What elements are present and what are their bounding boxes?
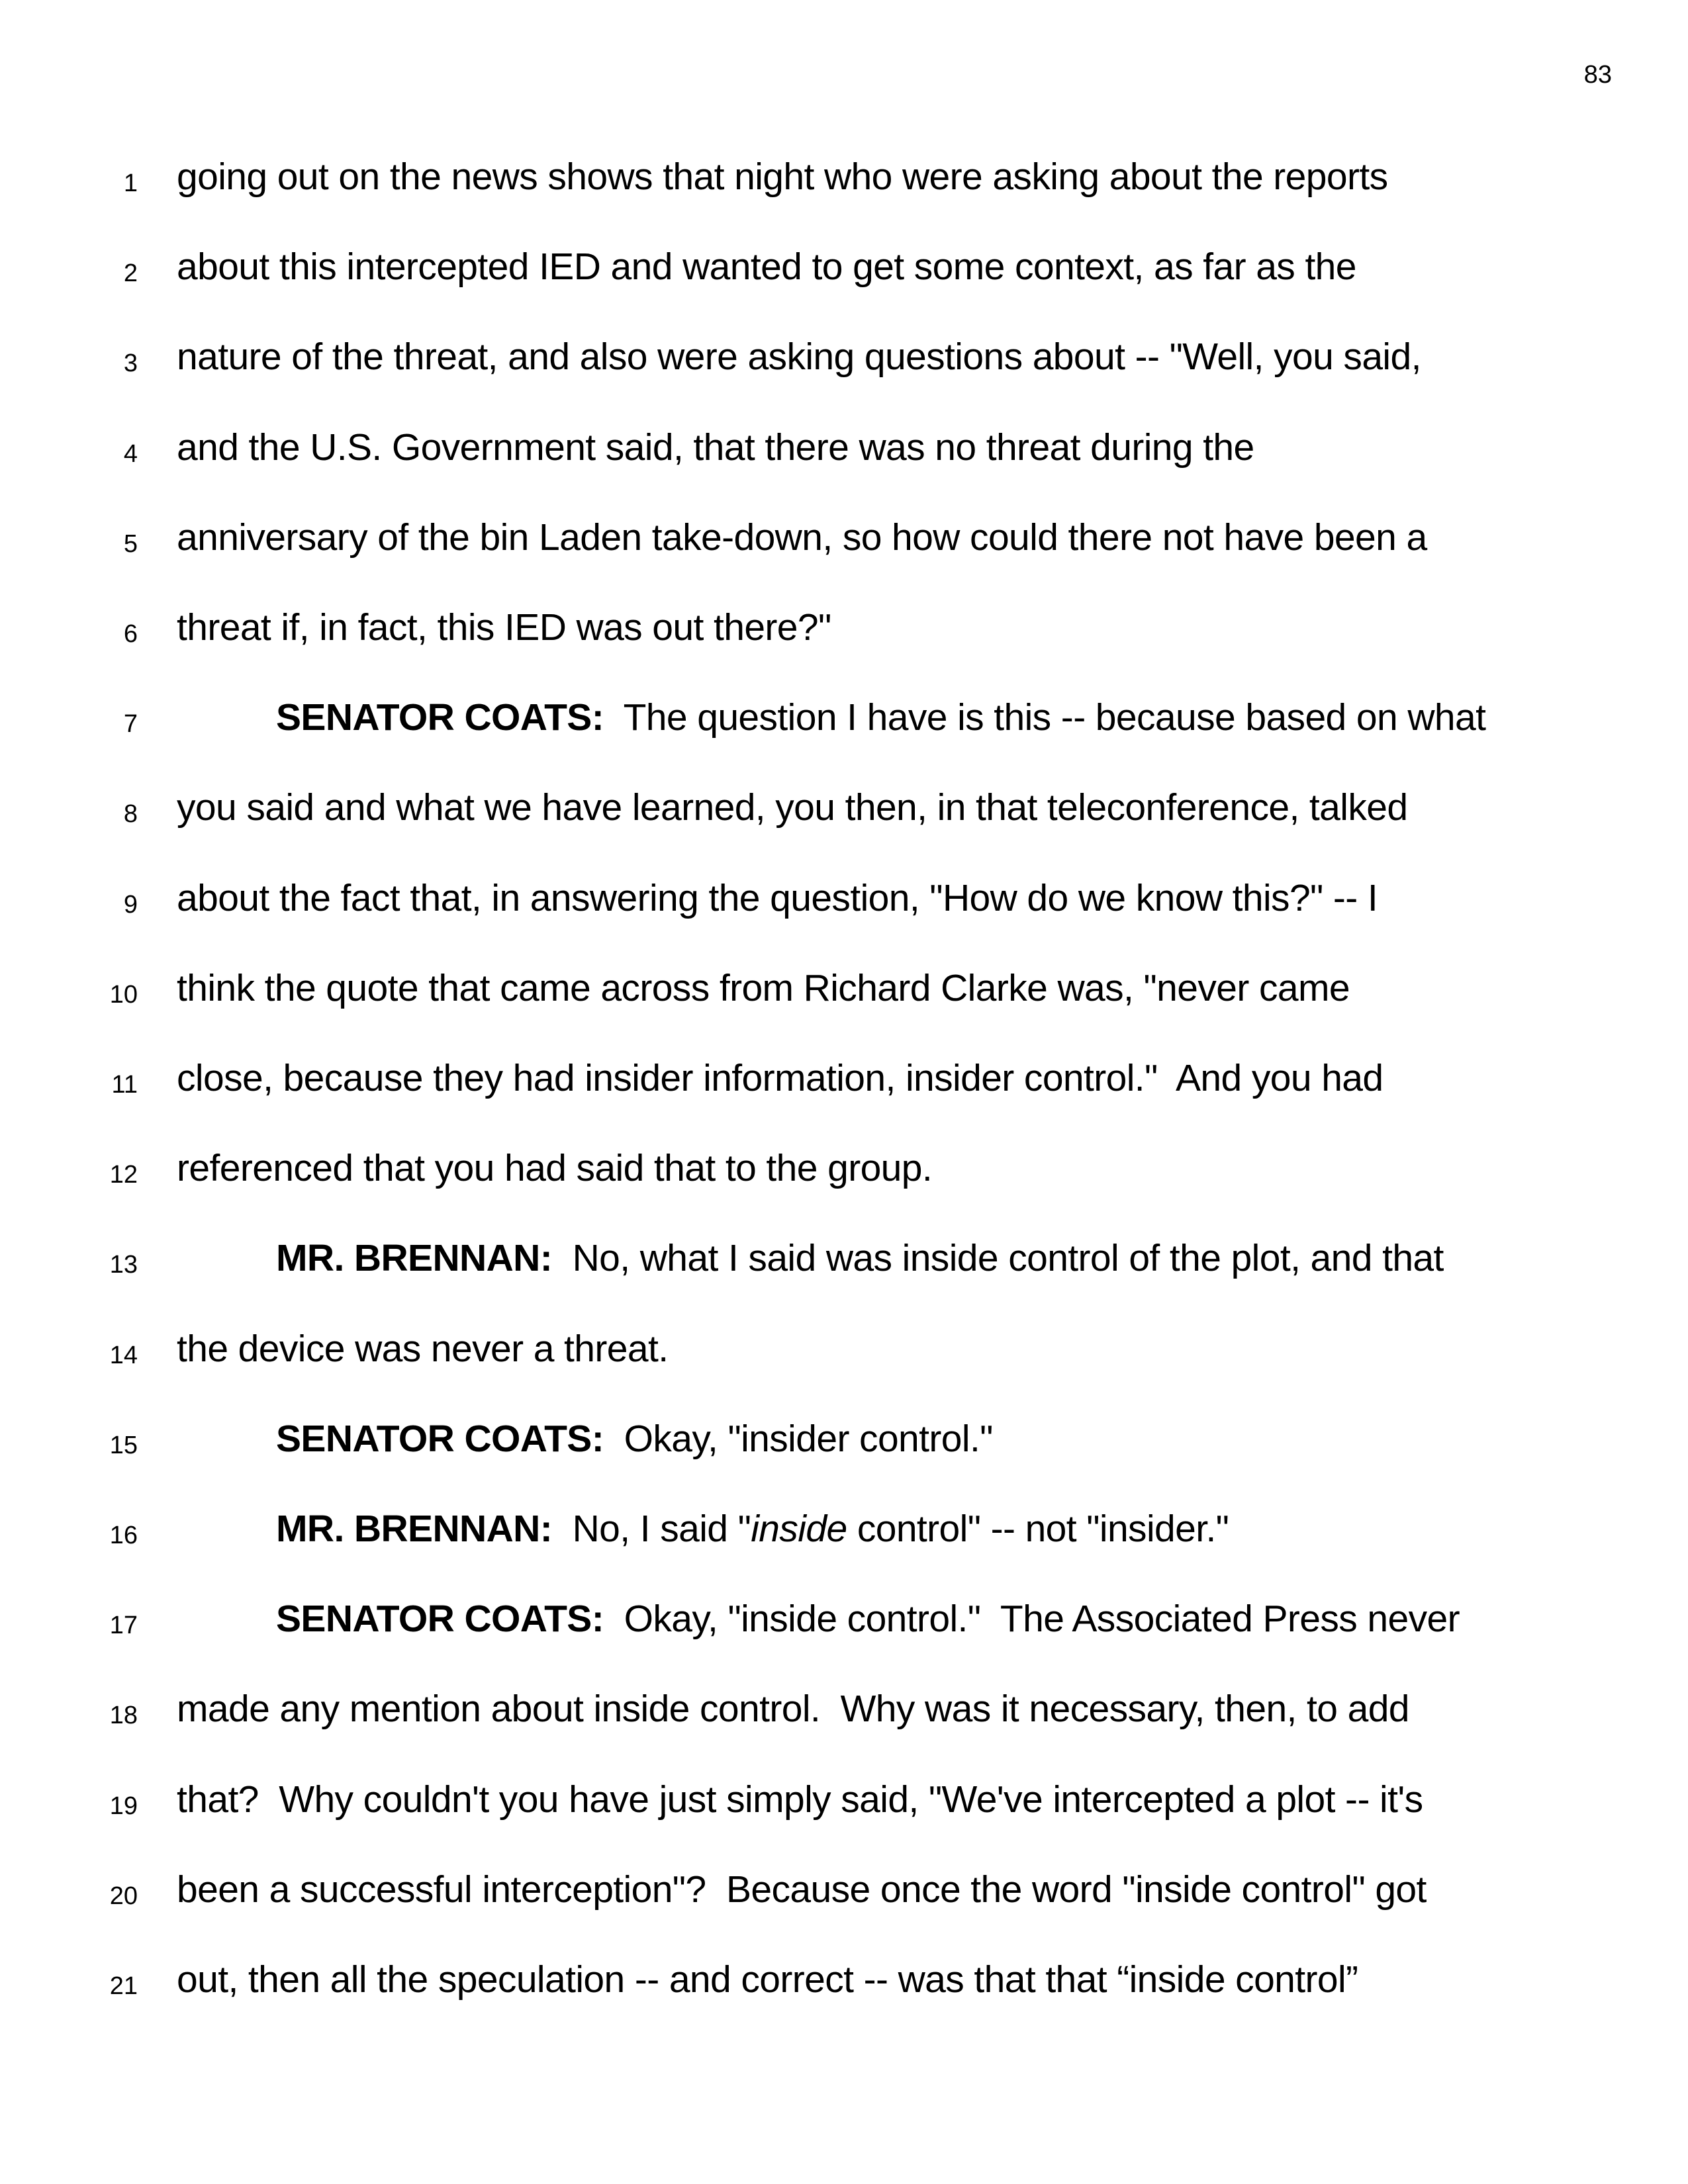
line-number: 12 bbox=[109, 1161, 138, 1189]
line-text bbox=[177, 786, 1408, 829]
line-number: 6 bbox=[123, 620, 138, 648]
text-segment: referenced that you had said that to the group. bbox=[177, 1147, 933, 1190]
line-number: 1 bbox=[123, 169, 138, 197]
line-number: 16 bbox=[109, 1522, 138, 1549]
line-text bbox=[276, 1598, 1460, 1641]
page-number: 83 bbox=[1583, 61, 1612, 89]
transcript-line bbox=[0, 1044, 1688, 1097]
text-segment: going out on the news shows that night who were asking about the reports bbox=[177, 156, 1388, 198]
line-number: 14 bbox=[109, 1341, 138, 1369]
transcript-line bbox=[0, 1495, 1688, 1548]
text-segment: and the U.S. Government said, that there was no threat during the bbox=[177, 426, 1254, 469]
line-text bbox=[177, 516, 1427, 559]
line-text bbox=[177, 426, 1254, 469]
line-text bbox=[177, 1958, 1358, 2001]
line-number: 18 bbox=[109, 1702, 138, 1730]
text-segment: Okay, "insider control." bbox=[604, 1417, 993, 1460]
line-text bbox=[177, 1147, 933, 1190]
line-text bbox=[177, 606, 831, 649]
transcript-line bbox=[0, 1134, 1688, 1190]
speaker-name: MR. BRENNAN: bbox=[276, 1508, 553, 1550]
line-number: 5 bbox=[123, 529, 138, 558]
text-segment: close, because they had insider information, insider control." And you had bbox=[177, 1057, 1383, 1099]
line-text bbox=[276, 1237, 1444, 1280]
text-segment: anniversary of the bin Laden take-down, so how could there not have been a bbox=[177, 516, 1427, 559]
line-number: 20 bbox=[109, 1882, 138, 1910]
line-text bbox=[276, 1510, 1229, 1548]
transcript-line bbox=[0, 143, 1688, 196]
speaker-name: SENATOR COATS: bbox=[276, 1417, 604, 1460]
transcript-line bbox=[0, 1675, 1688, 1731]
transcript-line bbox=[0, 864, 1688, 917]
transcript-line bbox=[0, 1856, 1688, 1909]
line-text bbox=[177, 966, 1350, 1009]
line-text bbox=[177, 1688, 1409, 1731]
line-number: 9 bbox=[123, 890, 138, 919]
line-number: 4 bbox=[123, 439, 138, 468]
speaker-name: SENATOR COATS: bbox=[276, 696, 604, 739]
line-number: 3 bbox=[123, 349, 138, 378]
text-segment: control" -- not "insider." bbox=[847, 1508, 1229, 1550]
line-number: 8 bbox=[123, 800, 138, 829]
text-segment: that? Why couldn't you have just simply said, "We've intercepted a plot -- it's bbox=[177, 1778, 1423, 1821]
text-segment: about this intercepted IED and wanted to get some context, as far as the bbox=[177, 246, 1356, 289]
text-segment: been a successful interception"? Because once the word "inside control" got bbox=[177, 1868, 1427, 1911]
emphasized-text: inside bbox=[751, 1508, 847, 1550]
transcript-line bbox=[0, 594, 1688, 647]
transcript-line bbox=[0, 684, 1688, 737]
transcript-line bbox=[0, 1766, 1688, 1819]
line-number: 7 bbox=[123, 710, 138, 739]
text-segment: threat if, in fact, this IED was out there?" bbox=[177, 606, 831, 649]
line-text bbox=[177, 876, 1378, 919]
speaker-name: SENATOR COATS: bbox=[276, 1598, 604, 1641]
line-number: 17 bbox=[109, 1612, 138, 1640]
text-segment: about the fact that, in answering the question, "How do we know this?" -- I bbox=[177, 876, 1378, 919]
line-text bbox=[177, 158, 1387, 196]
text-segment: you said and what we have learned, you then, in that teleconference, talked bbox=[177, 786, 1408, 829]
line-text bbox=[177, 246, 1356, 289]
line-number: 10 bbox=[109, 980, 138, 1009]
text-segment: out, then all the speculation -- and correct -- was that that “inside control” bbox=[177, 1958, 1358, 2001]
text-segment: nature of the threat, and also were asking questions about -- "Well, you said, bbox=[177, 336, 1421, 379]
text-segment: made any mention about inside control. Why was it necessary, then, to add bbox=[177, 1688, 1409, 1731]
transcript-line bbox=[0, 1224, 1688, 1280]
transcript-line bbox=[0, 233, 1688, 289]
transcript-line bbox=[0, 504, 1688, 557]
text-segment: No, I said " bbox=[552, 1508, 751, 1550]
transcript-line bbox=[0, 1946, 1688, 1999]
line-text bbox=[276, 696, 1486, 739]
transcript-line bbox=[0, 954, 1688, 1007]
line-number: 21 bbox=[109, 1972, 138, 2000]
transcript-line bbox=[0, 323, 1688, 379]
text-segment: The question I have is this -- because based on what bbox=[604, 696, 1486, 739]
line-number: 11 bbox=[111, 1071, 138, 1099]
text-segment: No, what I said was inside control of the plot, and that bbox=[552, 1237, 1444, 1280]
transcript-line bbox=[0, 1585, 1688, 1641]
transcript-line bbox=[0, 1315, 1688, 1368]
line-text bbox=[177, 336, 1421, 379]
line-number: 2 bbox=[123, 259, 138, 288]
text-segment: think the quote that came across from Richard Clarke was, "never came bbox=[177, 966, 1350, 1009]
transcript-line bbox=[0, 414, 1688, 467]
line-text bbox=[177, 1868, 1427, 1911]
line-text bbox=[177, 1327, 669, 1370]
line-text bbox=[177, 1778, 1423, 1821]
line-text bbox=[177, 1057, 1383, 1099]
line-number: 19 bbox=[109, 1792, 138, 1820]
transcript-line bbox=[0, 1405, 1688, 1458]
line-number: 13 bbox=[109, 1251, 138, 1279]
line-text bbox=[276, 1417, 993, 1460]
text-segment: Okay, "inside control." The Associated Press never bbox=[604, 1598, 1460, 1641]
text-segment: the device was never a threat. bbox=[177, 1327, 669, 1370]
transcript-line bbox=[0, 774, 1688, 827]
speaker-name: MR. BRENNAN: bbox=[276, 1237, 553, 1280]
line-number: 15 bbox=[109, 1431, 138, 1459]
